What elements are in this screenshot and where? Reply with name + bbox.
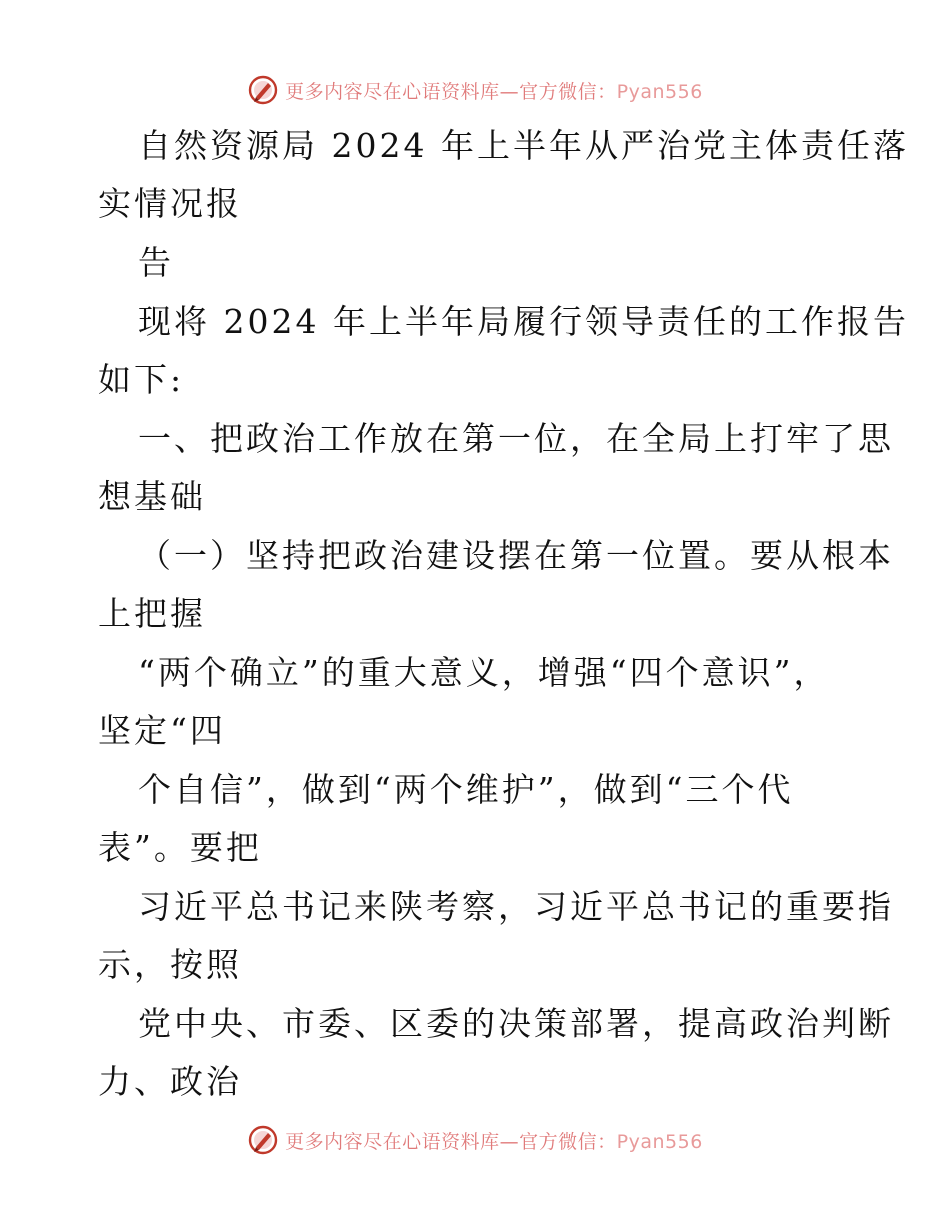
text-line-16: 党中央、市委、区委的决策部署，提高政治判断 (138, 1004, 894, 1043)
text-line-13: 表”。要把 (98, 828, 262, 867)
text-line-1: 自然资源局 2024 年上半年从严治党主体责任落 (138, 126, 909, 165)
text-line-5: 如下: (98, 360, 185, 399)
text-line-4: 现将 2024 年上半年局履行领导责任的工作报告 (138, 302, 909, 341)
text-line-11: 坚定“四 (98, 711, 226, 750)
text-line-2: 实情况报 (98, 184, 242, 223)
text-line-15: 示，按照 (98, 945, 242, 984)
text-line-6: 一、把政治工作放在第一位，在全局上打牢了思 (138, 419, 894, 458)
watermark-text: 更多内容尽在心语资料库—官方微信：Pyan556 (285, 80, 703, 103)
watermark-text: 更多内容尽在心语资料库—官方微信：Pyan556 (285, 1130, 703, 1153)
text-line-7: 想基础 (98, 477, 206, 516)
text-line-3: 告 (138, 243, 174, 282)
text-line-17: 力、政治 (98, 1062, 242, 1101)
text-line-12: 个自信”，做到“两个维护”，做到“三个代 (138, 770, 794, 809)
text-line-9: 上把握 (98, 594, 206, 633)
text-line-8: （一）坚持把政治建设摆在第一位置。要从根本 (138, 536, 894, 575)
text-line-14: 习近平总书记来陕考察，习近平总书记的重要指 (138, 887, 894, 926)
text-line-10: “两个确立”的重大意义，增强“四个意识”， (138, 653, 830, 692)
pen-seal-icon (247, 1124, 279, 1156)
footer-watermark (0, 1120, 950, 1160)
